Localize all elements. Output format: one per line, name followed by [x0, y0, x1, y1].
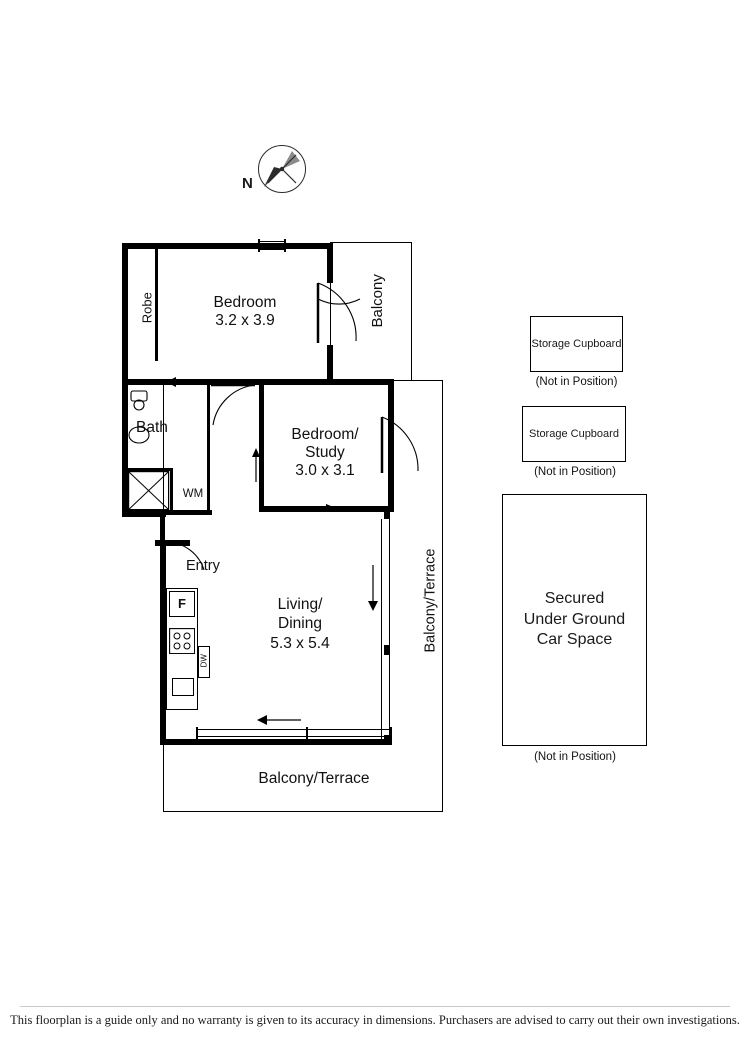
door-study-balcony [380, 415, 426, 481]
bath-name: Bath [136, 419, 168, 436]
wall-bedroom-top [122, 243, 333, 249]
study-name-line1: Bedroom/ [291, 426, 359, 443]
window-bedroom-top-a [258, 241, 286, 242]
wall-bedroom-left [122, 243, 128, 388]
sink-icon [172, 678, 194, 696]
arrow-living-right [365, 565, 381, 613]
disclaimer-text: This floorplan is a guide only and no warranty is given to its accuracy in dimensions. Purchasers are advised to carry out their own investigations. [10, 1013, 740, 1027]
arrow-bath-entry [166, 374, 206, 390]
glazing-bottom-jamb-m [306, 727, 308, 741]
living-name-line2: Dining [278, 615, 322, 632]
wall-bedroom-bottom [122, 379, 394, 385]
glazing-living-bottom-b [196, 736, 392, 737]
wall-bedroom-right-upper [327, 243, 333, 283]
entry-label: Entry [186, 558, 220, 574]
arrow-study-bottom [262, 500, 336, 516]
study-dimensions: 3.0 x 3.1 [295, 462, 355, 479]
compass-needle-icon [258, 145, 306, 193]
shower-icon [128, 471, 170, 511]
wall-living-bottom [160, 739, 392, 745]
storage-cupboard-2-label: Storage Cupboard [529, 428, 619, 440]
arrow-study-left [246, 448, 266, 484]
basin-icon [128, 424, 152, 446]
wm-label: WM [182, 488, 204, 500]
car-space-box [502, 494, 647, 746]
wall-robe-partition [155, 249, 158, 361]
car-space-line2: Under Ground [523, 610, 626, 628]
living-name-line1: Living/ [277, 596, 323, 613]
door-bedroom-balcony [316, 281, 362, 347]
door-entry [166, 540, 210, 576]
fridge-label: F [178, 596, 186, 611]
window-bedroom-jamb-r [284, 239, 286, 252]
arrow-living-bottom [255, 712, 301, 728]
car-space-line1: Secured [544, 589, 605, 607]
storage-cupboard-1 [530, 316, 623, 372]
footer-divider [20, 1006, 730, 1007]
door-bath [205, 383, 257, 429]
bedroom-dimensions: 3.2 x 3.9 [215, 312, 275, 329]
wall-entry-stub-v [160, 514, 165, 542]
dishwasher-label: DW [199, 654, 209, 668]
car-space-caption: (Not in Position) [534, 751, 616, 763]
storage-cupboard-2 [522, 406, 626, 462]
window-bedroom-top-b [258, 249, 286, 250]
compass-north-label: N [242, 175, 253, 192]
window-bedroom-jamb-l [258, 239, 260, 252]
balcony-label: Balcony [369, 274, 387, 328]
glazing-living-right-b [389, 519, 390, 741]
glazing-living-right-a [381, 519, 382, 741]
storage-cupboard-2-caption: (Not in Position) [534, 466, 616, 478]
bedroom-name: Bedroom [213, 294, 277, 311]
wall-living-right-stub-top [384, 511, 390, 519]
compass-rose [242, 145, 308, 201]
storage-cupboard-1-label: Storage Cupboard [531, 338, 622, 350]
living-dimensions: 5.3 x 5.4 [270, 635, 330, 652]
glazing-living-bottom-a [196, 729, 392, 730]
cooktop-icon [169, 628, 195, 654]
balcony-terrace-bottom-label: Balcony/Terrace [258, 770, 370, 787]
robe-label: Robe [139, 292, 155, 324]
balcony-terrace-side-label: Balcony/Terrace [422, 548, 439, 653]
toilet-icon [130, 390, 152, 412]
study-name-line2: Study [305, 444, 345, 461]
car-space-line3: Car Space [536, 631, 613, 649]
glazing-bottom-jamb-l [196, 727, 198, 741]
wall-laundry-partition [170, 468, 173, 512]
storage-cupboard-1-caption: (Not in Position) [535, 376, 618, 388]
